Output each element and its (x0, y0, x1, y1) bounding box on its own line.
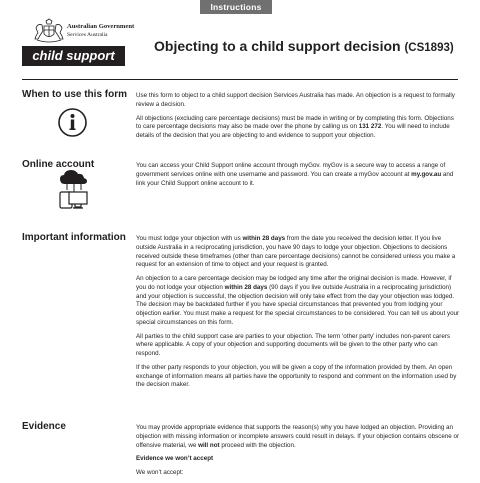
important-p2-text-a: An objection to a care percentage decision may be lodged any time after the original decision is made. However, if you do not lodge your objection (136, 275, 452, 291)
important-p2-deadline: within 28 days (224, 283, 268, 291)
section-important-information (136, 235, 460, 395)
section-when-to-use (136, 92, 460, 146)
heading-important-information: Important information (22, 232, 126, 243)
info-icon (57, 107, 88, 138)
section-evidence (136, 424, 460, 483)
when-p2-text-b: . You will need to include details of the decision that you are objecting to and evidence to support your objection. (136, 123, 450, 139)
page-title (154, 38, 454, 54)
section-online-account (136, 162, 460, 193)
agency-logo-text (67, 22, 134, 40)
form-code: (CS1893) (404, 42, 454, 54)
when-p2-text-a: All objections (excluding care percentage decisions) must be made in writing or by completing this form. Objections to care percentage decisions may also be made over the phone by calling us on (136, 114, 454, 131)
evidence-subheading (136, 455, 460, 464)
evidence-subheading-text: Evidence we won’t accept (136, 455, 214, 463)
cloud-devices-icon (57, 170, 91, 212)
important-paragraph-2 (136, 275, 460, 328)
instructions-tab[interactable]: Instructions (200, 0, 272, 14)
gov-line2: Services Australia (67, 32, 108, 38)
important-paragraph-1 (136, 235, 460, 270)
important-p1-text-a: You must lodge your objection with us (136, 235, 243, 242)
evidence-p1-text-a: You may provide appropriate evidence that supports the reason(s) why you have lodged an objection. Providing an objection with missing information or incomplete answers could result in delays. If your objection contains obscene or offensive material, we (136, 424, 460, 449)
gov-line1: Australian Government (67, 23, 135, 30)
online-paragraph-1 (136, 162, 460, 188)
important-paragraph-4: If the other party responds to your objection, you will be given a copy of the information provided by them. An open exchange of information means all parties have the opportunity to respond and comment on the information used by the decision maker. (136, 363, 457, 389)
when-paragraph-1: Use this form to object to a child support decision Services Australia has made. An objection is a request to formally review a decision. (136, 92, 455, 108)
important-p1-deadline: within 28 days (242, 235, 286, 242)
heading-evidence: Evidence (22, 421, 66, 432)
heading-when-to-use: When to use this form (22, 89, 127, 100)
evidence-p1-will-not: will not (198, 441, 220, 449)
phone-number: 131 272 (358, 123, 382, 131)
mygov-link[interactable]: my.gov.au (411, 170, 442, 178)
important-paragraph-3: All parties to the child support case are parties to your objection. The term ‘other party’ includes non-parent carers where applicable. A copy of your objection and supporting documents will be given to the other party who can respond. (136, 332, 451, 357)
title-text: Objecting to a child support decision (154, 38, 401, 54)
important-p1-text-b: from the date you received the decision letter. If you live outside Australia in a reciprocating jurisdiction, you have 90 days to lodge your objection. Objections to decisions received outside these timeframes (other than care percentage decisions) cannot be considered unless you make a request for an extension of time to object and your request is granted. (136, 235, 456, 269)
online-p1-text-b: and link your Child Support online account to it. (136, 170, 454, 187)
header-divider (22, 79, 458, 80)
when-paragraph-2 (136, 115, 460, 141)
child-support-brand: child support (22, 46, 125, 66)
coat-of-arms-icon (33, 18, 65, 44)
evidence-paragraph-2: We won’t accept: (136, 469, 184, 476)
online-p1-text-a: You can access your Child Support online account through myGov. myGov is a secure way to access a range of government services online with one username and password. You can create a myGov account at (136, 162, 446, 178)
important-p2-text-b: (90 days if you live outside Australia in a reciprocating jurisdiction) and your objection is successful, the objection decision will only take effect from the day your objection was lodged. The decision may be backdated further if you have special circumstances that prevented you from lodging your objection earlier. You must make a request for the special circumstances to be considered. You can tell us about your special circumstances on this form. (136, 283, 460, 326)
evidence-p1-text-b: proceed with the objection. (219, 441, 296, 449)
evidence-paragraph-1 (136, 424, 460, 450)
heading-online-account: Online account (22, 159, 95, 170)
